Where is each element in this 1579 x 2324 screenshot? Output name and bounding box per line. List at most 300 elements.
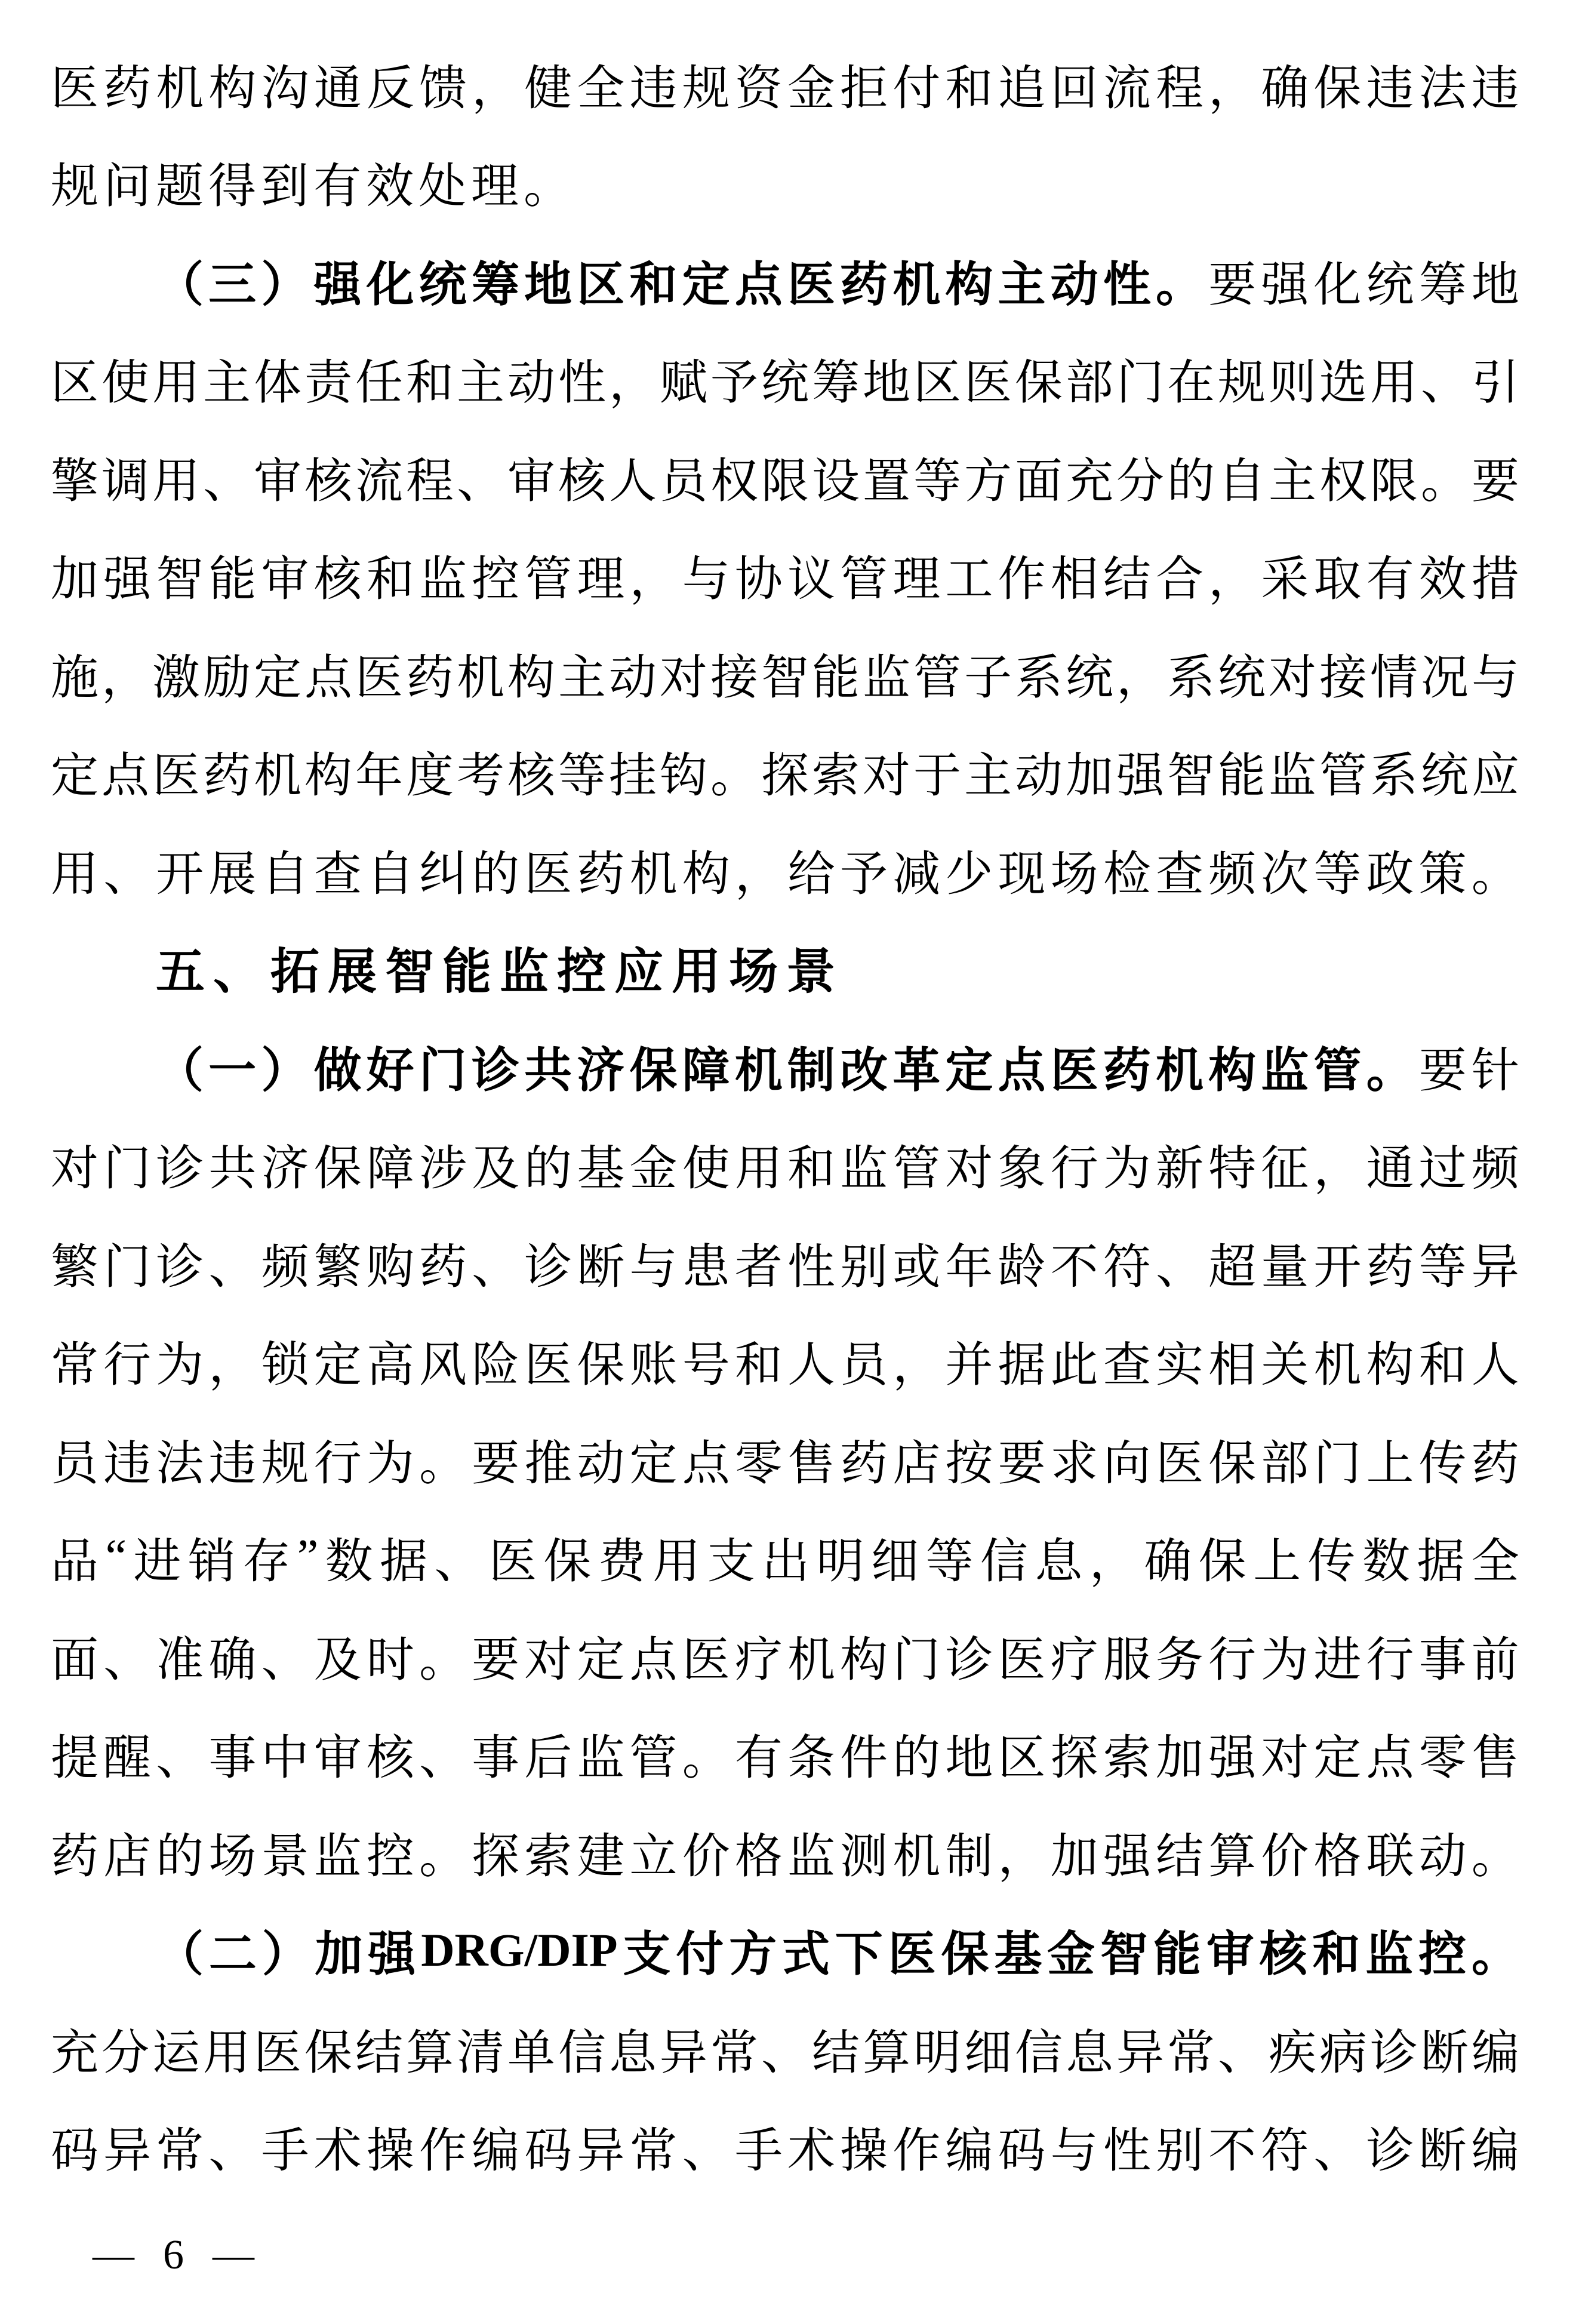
text-line: [51, 919, 1519, 1017]
text-segment: 管: [1319, 750, 1367, 803]
text-segment: 、: [1218, 2027, 1266, 2080]
text-segment: 医: [355, 651, 403, 705]
text-segment: 性: [1103, 259, 1151, 312]
text-segment: 。: [418, 1437, 467, 1490]
text-segment: 等: [925, 1536, 974, 1589]
text-segment: 医: [787, 259, 835, 312]
text-segment: 别: [1155, 2125, 1204, 2178]
text-segment: 、: [1421, 357, 1469, 410]
text-segment: 价: [682, 1830, 730, 1883]
text-segment: 数: [325, 1536, 373, 1589]
text-segment: 付: [676, 1929, 724, 1982]
text-segment: 确: [1144, 1536, 1192, 1589]
text-segment: 员: [51, 1437, 99, 1490]
text-segment: 中: [261, 1732, 309, 1785]
text-segment: 、: [203, 455, 251, 508]
text-segment: 能: [812, 651, 860, 705]
text-segment: 确: [208, 1634, 257, 1687]
text-segment: ）: [261, 1929, 310, 1982]
text-segment: 管: [913, 651, 961, 705]
text-segment: 断: [577, 1241, 625, 1294]
text-segment: 实: [1155, 1339, 1204, 1392]
text-segment: 用: [734, 1143, 783, 1196]
text-segment: 诊: [471, 1044, 519, 1098]
text-segment: 监: [577, 1732, 625, 1785]
text-segment: 规: [51, 161, 99, 214]
text-segment: 医: [998, 1634, 1046, 1687]
text-segment: 作: [418, 2125, 467, 2178]
text-segment: 体: [254, 357, 301, 410]
text-segment: 行: [313, 1437, 362, 1490]
text-segment: 。: [524, 161, 571, 214]
text-segment: 件: [840, 1732, 888, 1785]
text-segment: 反: [366, 62, 414, 115]
text-segment: 定: [254, 651, 301, 705]
text-segment: 为: [1261, 1634, 1309, 1687]
text-segment: 人: [787, 1339, 835, 1392]
text-segment: 术: [313, 2125, 362, 2178]
text-segment: 拓: [270, 945, 324, 1000]
text-segment: 、: [213, 945, 266, 1000]
text-segment: 予: [710, 357, 758, 410]
text-segment: 探: [761, 750, 809, 803]
text-segment: 协: [734, 554, 783, 607]
text-segment: 及: [472, 1143, 520, 1196]
text-segment: 要: [1418, 1044, 1467, 1098]
text-segment: 规: [261, 1437, 309, 1490]
text-segment: 超: [1208, 1241, 1257, 1294]
text-segment: ，: [1116, 651, 1164, 705]
text-segment: 药: [203, 750, 251, 803]
text-segment: 革: [892, 1044, 941, 1098]
text-segment: 信: [1015, 2027, 1063, 2080]
text-segment: 任: [355, 357, 403, 410]
text-segment: 强: [368, 1929, 416, 1982]
text-segment: 、: [208, 1241, 257, 1294]
text-segment: 部: [1066, 357, 1113, 410]
text-segment: 性: [558, 357, 606, 410]
text-segment: 据: [998, 1339, 1046, 1392]
text-segment: 监: [1365, 1929, 1414, 1982]
text-segment: 主: [457, 357, 504, 410]
document-body: [51, 35, 1519, 2196]
footer-dash-left: —: [93, 2232, 134, 2278]
text-segment: 零: [734, 1437, 783, 1490]
text-segment: 法: [1418, 62, 1467, 115]
text-segment: 加: [51, 554, 99, 607]
text-segment: 构: [304, 750, 352, 803]
text-segment: 医: [524, 1339, 572, 1392]
text-segment: 据: [1417, 1536, 1465, 1589]
text-segment: 监: [313, 1830, 362, 1883]
text-segment: 医: [51, 62, 99, 115]
text-segment: 法: [156, 1437, 204, 1490]
text-segment: 。: [1421, 455, 1469, 508]
text-segment: 违: [103, 1437, 152, 1490]
text-segment: 点: [304, 651, 352, 705]
text-segment: 程: [1155, 62, 1204, 115]
text-segment: 设: [812, 455, 860, 508]
text-segment: 机: [629, 848, 678, 901]
text-segment: 动: [1050, 259, 1098, 312]
text-segment: 强: [313, 259, 362, 312]
text-segment: 高: [366, 1339, 414, 1392]
text-segment: 患: [682, 1241, 730, 1294]
text-segment: 点: [101, 750, 149, 803]
text-line: [51, 1705, 1519, 1803]
text-segment: 主: [998, 259, 1046, 312]
text-segment: 筹: [1418, 259, 1467, 312]
text-segment: 常: [629, 2125, 678, 2178]
text-segment: 现: [998, 848, 1046, 901]
text-segment: 传: [1307, 1536, 1356, 1589]
text-segment: 药: [406, 651, 454, 705]
text-segment: 策: [1418, 848, 1467, 901]
text-segment: 存: [242, 1536, 291, 1589]
text-segment: 定: [629, 1437, 678, 1490]
text-segment: 用: [1370, 357, 1418, 410]
text-segment: 、: [1155, 1241, 1204, 1294]
text-segment: 醒: [103, 1732, 152, 1785]
text-segment: 操: [366, 2125, 414, 2178]
text-segment: 。: [1471, 1929, 1519, 1982]
text-segment: 管: [840, 554, 888, 607]
text-segment: 疗: [734, 1634, 783, 1687]
text-segment: 金: [629, 1143, 678, 1196]
text-segment: 索: [524, 1830, 572, 1883]
text-segment: 自: [1218, 455, 1266, 508]
text-segment: “: [105, 1530, 127, 1584]
text-segment: 监: [840, 1143, 888, 1196]
text-segment: 事: [1418, 1634, 1467, 1687]
text-segment: 分: [101, 2027, 149, 2080]
text-segment: 作: [892, 2125, 941, 2178]
text-segment: 异: [1471, 1241, 1519, 1294]
text-line: [51, 1017, 1519, 1115]
text-segment: 方: [729, 1929, 777, 1982]
text-segment: 统: [1218, 651, 1266, 705]
text-segment: 共: [208, 1143, 257, 1196]
text-segment: 充: [1066, 455, 1113, 508]
text-segment: 则: [1269, 357, 1316, 410]
text-segment: ，: [609, 357, 657, 410]
text-segment: 上: [1253, 1536, 1301, 1589]
text-segment: 符: [1261, 2125, 1309, 2178]
text-segment: 、: [472, 1241, 520, 1294]
text-segment: 医: [1155, 1437, 1204, 1490]
text-segment: 对: [51, 1143, 99, 1196]
text-segment: 与: [629, 1241, 678, 1294]
text-segment: 展: [208, 848, 257, 901]
text-segment: 构: [682, 848, 730, 901]
text-line: [51, 1999, 1519, 2098]
text-segment: 、: [208, 2125, 257, 2178]
text-line: [51, 231, 1519, 330]
text-segment: 况: [1421, 651, 1469, 705]
text-segment: 断: [1421, 2027, 1469, 2080]
text-segment: 次: [1261, 848, 1309, 901]
text-segment: 机: [254, 750, 301, 803]
text-segment: 上: [1366, 1437, 1414, 1490]
text-segment: 求: [1050, 1437, 1098, 1490]
text-segment: 构: [208, 62, 257, 115]
text-segment: 。: [1366, 1044, 1414, 1098]
text-segment: 和: [629, 259, 678, 312]
text-segment: 规: [682, 62, 730, 115]
text-segment: 制: [945, 1830, 993, 1883]
text-segment: 动: [1015, 750, 1063, 803]
text-segment: 费: [598, 1536, 646, 1589]
text-segment: 药: [418, 1241, 467, 1294]
text-segment: 动: [507, 357, 555, 410]
text-segment: 用: [152, 455, 200, 508]
text-segment: 对: [863, 750, 910, 803]
text-segment: 能: [442, 945, 495, 1000]
text-segment: 统: [1366, 259, 1414, 312]
text-line: [51, 1508, 1519, 1607]
text-segment: 开: [1313, 1241, 1362, 1294]
text-segment: 查: [313, 848, 362, 901]
text-segment: 提: [51, 1732, 99, 1785]
text-line: [51, 1901, 1519, 2000]
text-segment: 联: [1366, 1830, 1414, 1883]
text-segment: 构: [1366, 1339, 1414, 1392]
text-segment: 程: [406, 455, 454, 508]
text-segment: 区: [913, 357, 961, 410]
text-segment: （: [156, 1929, 204, 1982]
text-segment: 行: [1050, 1143, 1098, 1196]
text-segment: 地: [1471, 259, 1519, 312]
text-segment: 结: [1155, 1830, 1204, 1883]
text-segment: 、: [682, 2125, 730, 2178]
text-segment: 改: [840, 1044, 888, 1098]
text-segment: 信: [558, 2027, 606, 2080]
text-segment: 加: [1155, 1732, 1204, 1785]
text-segment: 机: [457, 651, 504, 705]
text-segment: 回: [1050, 62, 1098, 115]
text-segment: 对: [945, 1143, 993, 1196]
text-line: [51, 624, 1519, 723]
text-segment: 统: [418, 259, 467, 312]
text-segment: 情: [1370, 651, 1418, 705]
text-segment: 零: [1418, 1732, 1467, 1785]
text-segment: 常: [1167, 2027, 1215, 2080]
text-segment: 监: [1269, 750, 1316, 803]
text-segment: 诊: [1370, 2027, 1418, 2080]
text-segment: 此: [1050, 1339, 1098, 1392]
text-segment: 应: [1472, 750, 1519, 803]
text-segment: 工: [945, 554, 993, 607]
text-segment: 查: [1103, 1339, 1151, 1392]
text-segment: 细: [964, 2027, 1012, 2080]
text-segment: 点: [734, 259, 783, 312]
text-segment: 医: [1050, 1044, 1098, 1098]
text-segment: 结: [1103, 554, 1151, 607]
text-segment: 。: [710, 750, 758, 803]
text-segment: 构: [840, 1634, 888, 1687]
text-segment: 征: [1261, 1143, 1309, 1196]
text-segment: 强: [103, 554, 152, 607]
text-segment: 保: [1015, 357, 1063, 410]
text-segment: 自: [366, 848, 414, 901]
text-segment: 景: [786, 945, 839, 1000]
text-segment: 对: [524, 1634, 572, 1687]
text-segment: 障: [366, 1143, 414, 1196]
text-segment: 者: [734, 1241, 783, 1294]
text-segment: 监: [418, 554, 467, 607]
text-segment: 保: [1208, 1437, 1257, 1490]
text-segment: 施: [51, 651, 99, 705]
text-segment: 要: [472, 1634, 520, 1687]
text-segment: 系: [1167, 651, 1215, 705]
text-segment: 核: [313, 554, 362, 607]
text-segment: 格: [1313, 1830, 1362, 1883]
text-segment: ，: [472, 62, 520, 115]
page-number: 6: [163, 2232, 184, 2278]
text-segment: 违: [208, 1437, 257, 1490]
text-segment: 并: [945, 1339, 993, 1392]
text-line: [51, 1410, 1519, 1508]
text-segment: 违: [1471, 62, 1519, 115]
text-segment: 不: [1208, 2125, 1257, 2178]
text-segment: 算: [863, 2027, 910, 2080]
text-segment: 和: [1418, 1339, 1467, 1392]
text-segment: 智: [761, 651, 809, 705]
text-segment: 和: [734, 1339, 783, 1392]
text-segment: 的: [524, 1143, 572, 1196]
text-segment: 主: [1269, 455, 1316, 508]
text-segment: 基: [577, 1143, 625, 1196]
text-segment: 息: [609, 2027, 657, 2080]
text-segment: 机: [1313, 1339, 1362, 1392]
text-segment: 使: [682, 1143, 730, 1196]
text-segment: 服: [1103, 1634, 1151, 1687]
text-segment: DRG/DIP: [421, 1923, 618, 1976]
text-segment: 控: [472, 554, 520, 607]
text-segment: 审: [507, 455, 555, 508]
text-segment: 锁: [261, 1339, 309, 1392]
text-segment: 等: [913, 455, 961, 508]
text-segment: 机: [787, 1634, 835, 1687]
text-segment: 涉: [418, 1143, 467, 1196]
text-segment: 、: [434, 1536, 482, 1589]
text-segment: 构: [945, 259, 993, 312]
text-segment: 核: [366, 1732, 414, 1785]
text-segment: 药: [840, 1437, 888, 1490]
text-line: [51, 1606, 1519, 1705]
text-segment: 账: [629, 1339, 678, 1392]
text-segment: ，: [1208, 554, 1257, 607]
text-segment: 相: [1208, 1339, 1257, 1392]
text-segment: 龄: [998, 1241, 1046, 1294]
text-segment: 的: [156, 1830, 204, 1883]
text-segment: 考: [457, 750, 504, 803]
text-line: [51, 2098, 1519, 2196]
text-segment: 追: [998, 62, 1046, 115]
text-segment: 格: [734, 1830, 783, 1883]
text-segment: 和: [366, 554, 414, 607]
text-segment: 三: [208, 259, 257, 312]
text-segment: 系: [1370, 750, 1418, 803]
text-segment: 处: [418, 161, 466, 214]
text-segment: 。: [418, 1634, 467, 1687]
text-segment: 索: [1103, 1732, 1151, 1785]
text-segment: 码: [524, 2125, 572, 2178]
text-segment: 分: [1116, 455, 1164, 508]
text-segment: ，: [1089, 1536, 1137, 1589]
text-segment: 准: [156, 1634, 204, 1687]
text-line: [51, 723, 1519, 821]
text-segment: 场: [729, 945, 782, 1000]
text-segment: 赋: [660, 357, 707, 410]
text-segment: 式: [781, 1929, 830, 1982]
text-segment: 五: [156, 945, 209, 1000]
text-segment: 频: [1471, 1143, 1519, 1196]
text-segment: 障: [682, 1044, 730, 1098]
text-segment: 算: [1208, 1830, 1257, 1883]
text-segment: 地: [863, 357, 910, 410]
text-segment: 药: [1471, 1437, 1519, 1490]
text-segment: 要: [1472, 455, 1519, 508]
text-segment: 异: [1116, 2027, 1164, 2080]
text-segment: 人: [609, 455, 657, 508]
text-segment: 检: [1103, 848, 1151, 901]
text-segment: 用: [672, 945, 725, 1000]
text-segment: 象: [998, 1143, 1046, 1196]
text-segment: 智: [385, 945, 438, 1000]
text-segment: 智: [1100, 1929, 1148, 1982]
text-segment: 展: [328, 945, 381, 1000]
text-segment: 保: [629, 1044, 678, 1098]
text-segment: ，: [1208, 62, 1257, 115]
text-segment: 清: [457, 2027, 504, 2080]
text-segment: 。: [1155, 259, 1204, 312]
text-segment: ，: [892, 1339, 941, 1392]
text-segment: 品: [51, 1536, 99, 1589]
text-segment: 码: [998, 2125, 1046, 2178]
text-segment: 和: [787, 1143, 835, 1196]
text-segment: 在: [1167, 357, 1215, 410]
text-segment: 审: [261, 554, 309, 607]
text-segment: 管: [524, 554, 572, 607]
text-segment: 操: [840, 2125, 888, 2178]
text-segment: 编: [1471, 2125, 1519, 2178]
text-segment: 审: [254, 455, 301, 508]
text-segment: ）: [261, 259, 309, 312]
text-segment: 用: [203, 2027, 251, 2080]
text-segment: 系: [1015, 651, 1063, 705]
text-segment: 等: [558, 750, 606, 803]
text-segment: 地: [945, 1732, 993, 1785]
text-segment: 场: [1050, 848, 1098, 901]
text-segment: 理: [471, 161, 519, 214]
text-segment: 挂: [609, 750, 657, 803]
text-segment: 异: [577, 2125, 625, 2178]
text-segment: 管: [892, 1143, 941, 1196]
text-segment: 区: [577, 259, 625, 312]
text-segment: 人: [1471, 1339, 1519, 1392]
text-segment: 管: [1313, 1044, 1362, 1098]
text-segment: 用: [152, 357, 200, 410]
text-line: [51, 1312, 1519, 1410]
text-segment: 全: [1471, 1536, 1519, 1589]
text-segment: 度: [406, 750, 454, 803]
text-segment: 得: [208, 161, 256, 214]
text-segment: 为: [156, 1339, 204, 1392]
text-segment: 确: [1261, 62, 1309, 115]
text-segment: 健: [524, 62, 572, 115]
text-segment: 保: [304, 2027, 352, 2080]
